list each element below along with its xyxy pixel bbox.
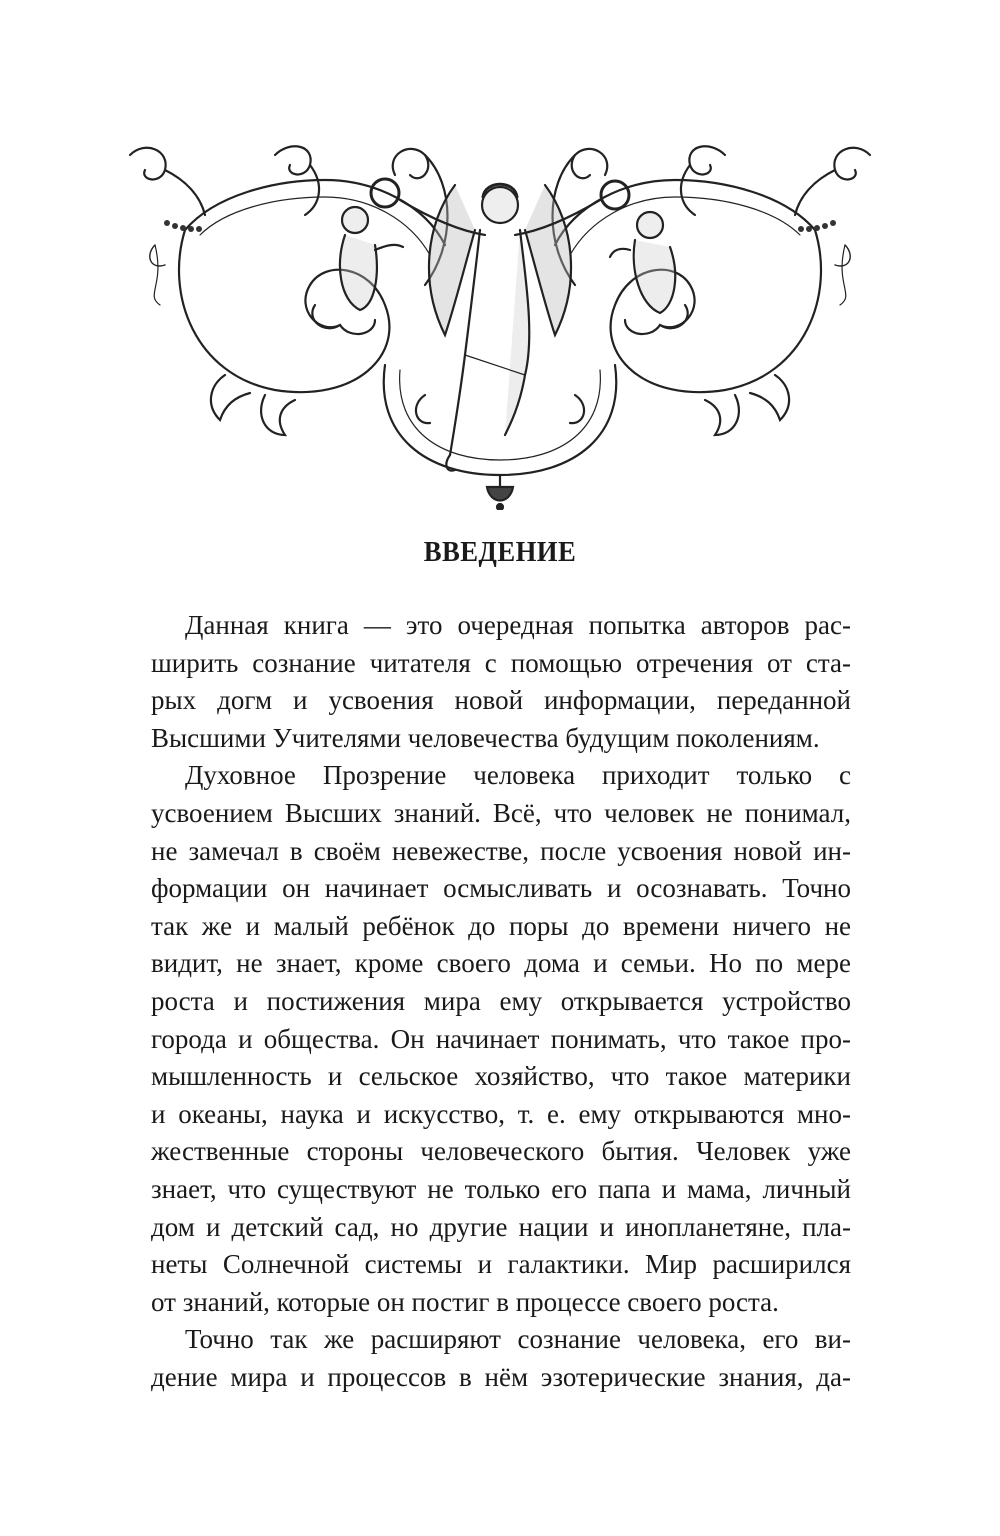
text-line: видит, не знает, кроме своего дома и семьи. Но по мере (151, 948, 851, 979)
text-line: усвоением Высших знаний. Всё, что человек не понимал, (151, 797, 851, 828)
text-line: рых догм и усвоения новой информации, переданной (151, 685, 851, 716)
text-line: дом и детский сад, но другие нации и инопланетяне, пла- (151, 1211, 851, 1242)
text-line: формации он начинает осмысливать и осознавать. Точно (151, 873, 851, 904)
text-line: дение мира и процессов в нём эзотерические знания, да- (151, 1361, 851, 1392)
text-line: знает, что существуют не только его папа и мама, личный (151, 1173, 851, 1204)
paragraph (151, 1321, 851, 1396)
text-line: Точно так же расширяют сознание человека, его ви- (185, 1324, 851, 1355)
text-line: мышленность и сельское хозяйство, что такое материки (151, 1061, 851, 1092)
text-line: не замечал в своём невежестве, после усвоения новой ин- (151, 835, 851, 866)
chapter-title: ВВЕДЕНИЕ (423, 536, 577, 568)
decorative-ornament-icon (125, 135, 875, 510)
text-line: Духовное Прозрение человека приходит только с (185, 760, 851, 791)
text-line: Данная книга — это очередная попытка авторов рас- (185, 610, 851, 640)
text-line: от знаний, которые он постиг в процессе своего роста. (151, 1286, 779, 1317)
text-line: жественные стороны человеческого бытия. Человек уже (151, 1136, 851, 1167)
text-line: и океаны, наука и искусство, т. е. ему открываются мно- (151, 1098, 851, 1129)
text-line: роста и постижения мира ему открывается устройство (151, 985, 851, 1016)
text-line: ширить сознание читателя с помощью отречения от ста- (151, 647, 851, 678)
text-line: города и общества. Он начинает понимать, что такое про- (151, 1023, 851, 1054)
text-line: неты Солнечной системы и галактики. Мир расширился (151, 1249, 851, 1280)
body-text (151, 607, 851, 1396)
text-line: так же и малый ребёнок до поры до времени ничего не (151, 910, 851, 941)
paragraph (151, 757, 851, 1321)
paragraph (151, 607, 851, 757)
text-line: Высшими Учителями человечества будущим поколениям. (151, 722, 820, 753)
